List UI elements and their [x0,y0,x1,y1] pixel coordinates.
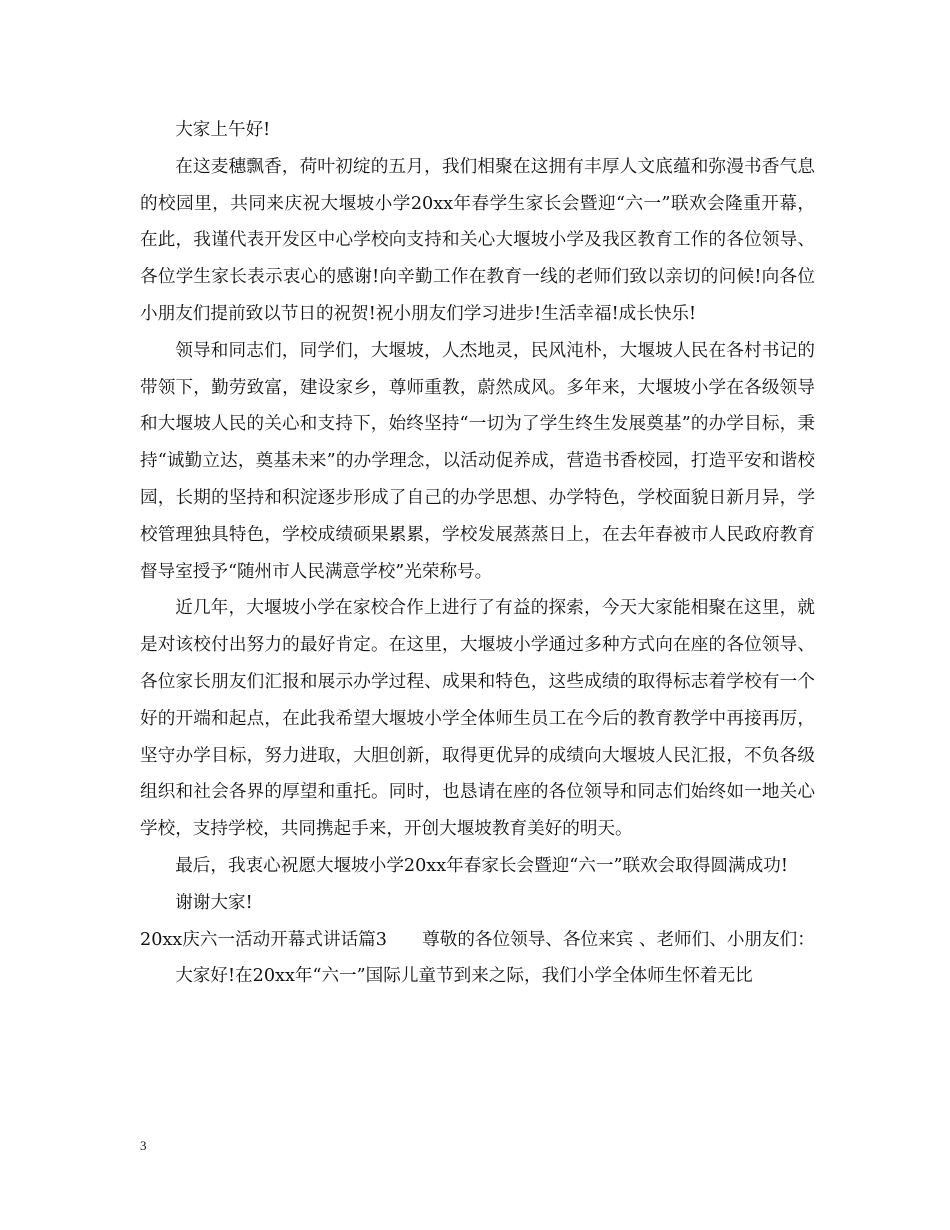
closing-wish-paragraph: 最后，我衷心祝愿大堰坡小学20xx年春家长会暨迎“六一”联欢会取得圆满成功! [175,855,788,876]
school-history-paragraph: 领导和同志们，同学们，大堰坡，人杰地灵，民风沌朴，大堰坡人民在各村书记的带领下，勤劳致富，建设家乡，尊师重教，蔚然成风。多年来，大堰坡小学在各级领导和大堰坡人民的关心和支持下，始终坚持“一切为了学生终生发展奠基”的办学目标，秉持“诚勤立达，奠基未来”的办学理念，以活动促养成，营造书香校园，打造平安和谐校园，长期的坚持和积淀逐步形成了自己的办学思想、办学特色，学校面貌日新月异，学校管理独具特色，学校成绩硕果累累，学校发展蒸蒸日上，在去年春被市人民政府教育督导室授予“随州市人民满意学校”光荣称号。 [140,340,815,582]
next-speech-paragraph: 大家好!在20xx年“六一”国际儿童节到来之际，我们小学全体师生怀着无比 [175,966,753,987]
thanks-paragraph: 谢谢大家! [175,892,253,913]
document-body [140,112,815,995]
section-heading-line: 20xx庆六一活动开幕式讲话篇3 尊敬的各位领导、各位来宾 、老师们、小朋友们： [140,929,815,950]
page-number: 3 [140,1138,147,1153]
cooperation-paragraph: 近几年，大堰坡小学在家校合作上进行了有益的探索，今天大家能相聚在这里，就是对该校付出努力的最好肯定。在这里，大堰坡小学通过多种方式向在座的各位领导、各位家长朋友们汇报和展示办学过程、成果和特色，这些成绩的取得标志着学校有一个好的开端和起点，在此我希望大堰坡小学全体师生员工在今后的教育教学中再接再厉，坚守办学目标，努力进取，大胆创新，取得更优异的成绩向大堰坡人民汇报，不负各级组织和社会各界的厚望和重托。同时，也恳请在座的各位领导和同志们始终如一地关心学校，支持学校，共同携起手来，开创大堰坡教育美好的明天。 [140,598,815,840]
greeting-paragraph: 大家上午好! [175,120,271,140]
opening-paragraph: 在这麦穗飘香，荷叶初绽的五月，我们相聚在这拥有丰厚人文底蕴和弥漫书香气息的校园里，共同来庆祝大堰坡小学20xx年春学生家长会暨迎“六一”联欢会隆重开幕，在此，我谨代表开发区中心学校向支持和关心大堰坡小学及我区教育工作的各位领导、各位学生家长表示衷心的感谢!向辛勤工作在教育一线的老师们致以亲切的问候!向各位小朋友们提前致以节日的祝贺!祝小朋友们学习进步!生活幸福!成长快乐! [140,156,815,324]
